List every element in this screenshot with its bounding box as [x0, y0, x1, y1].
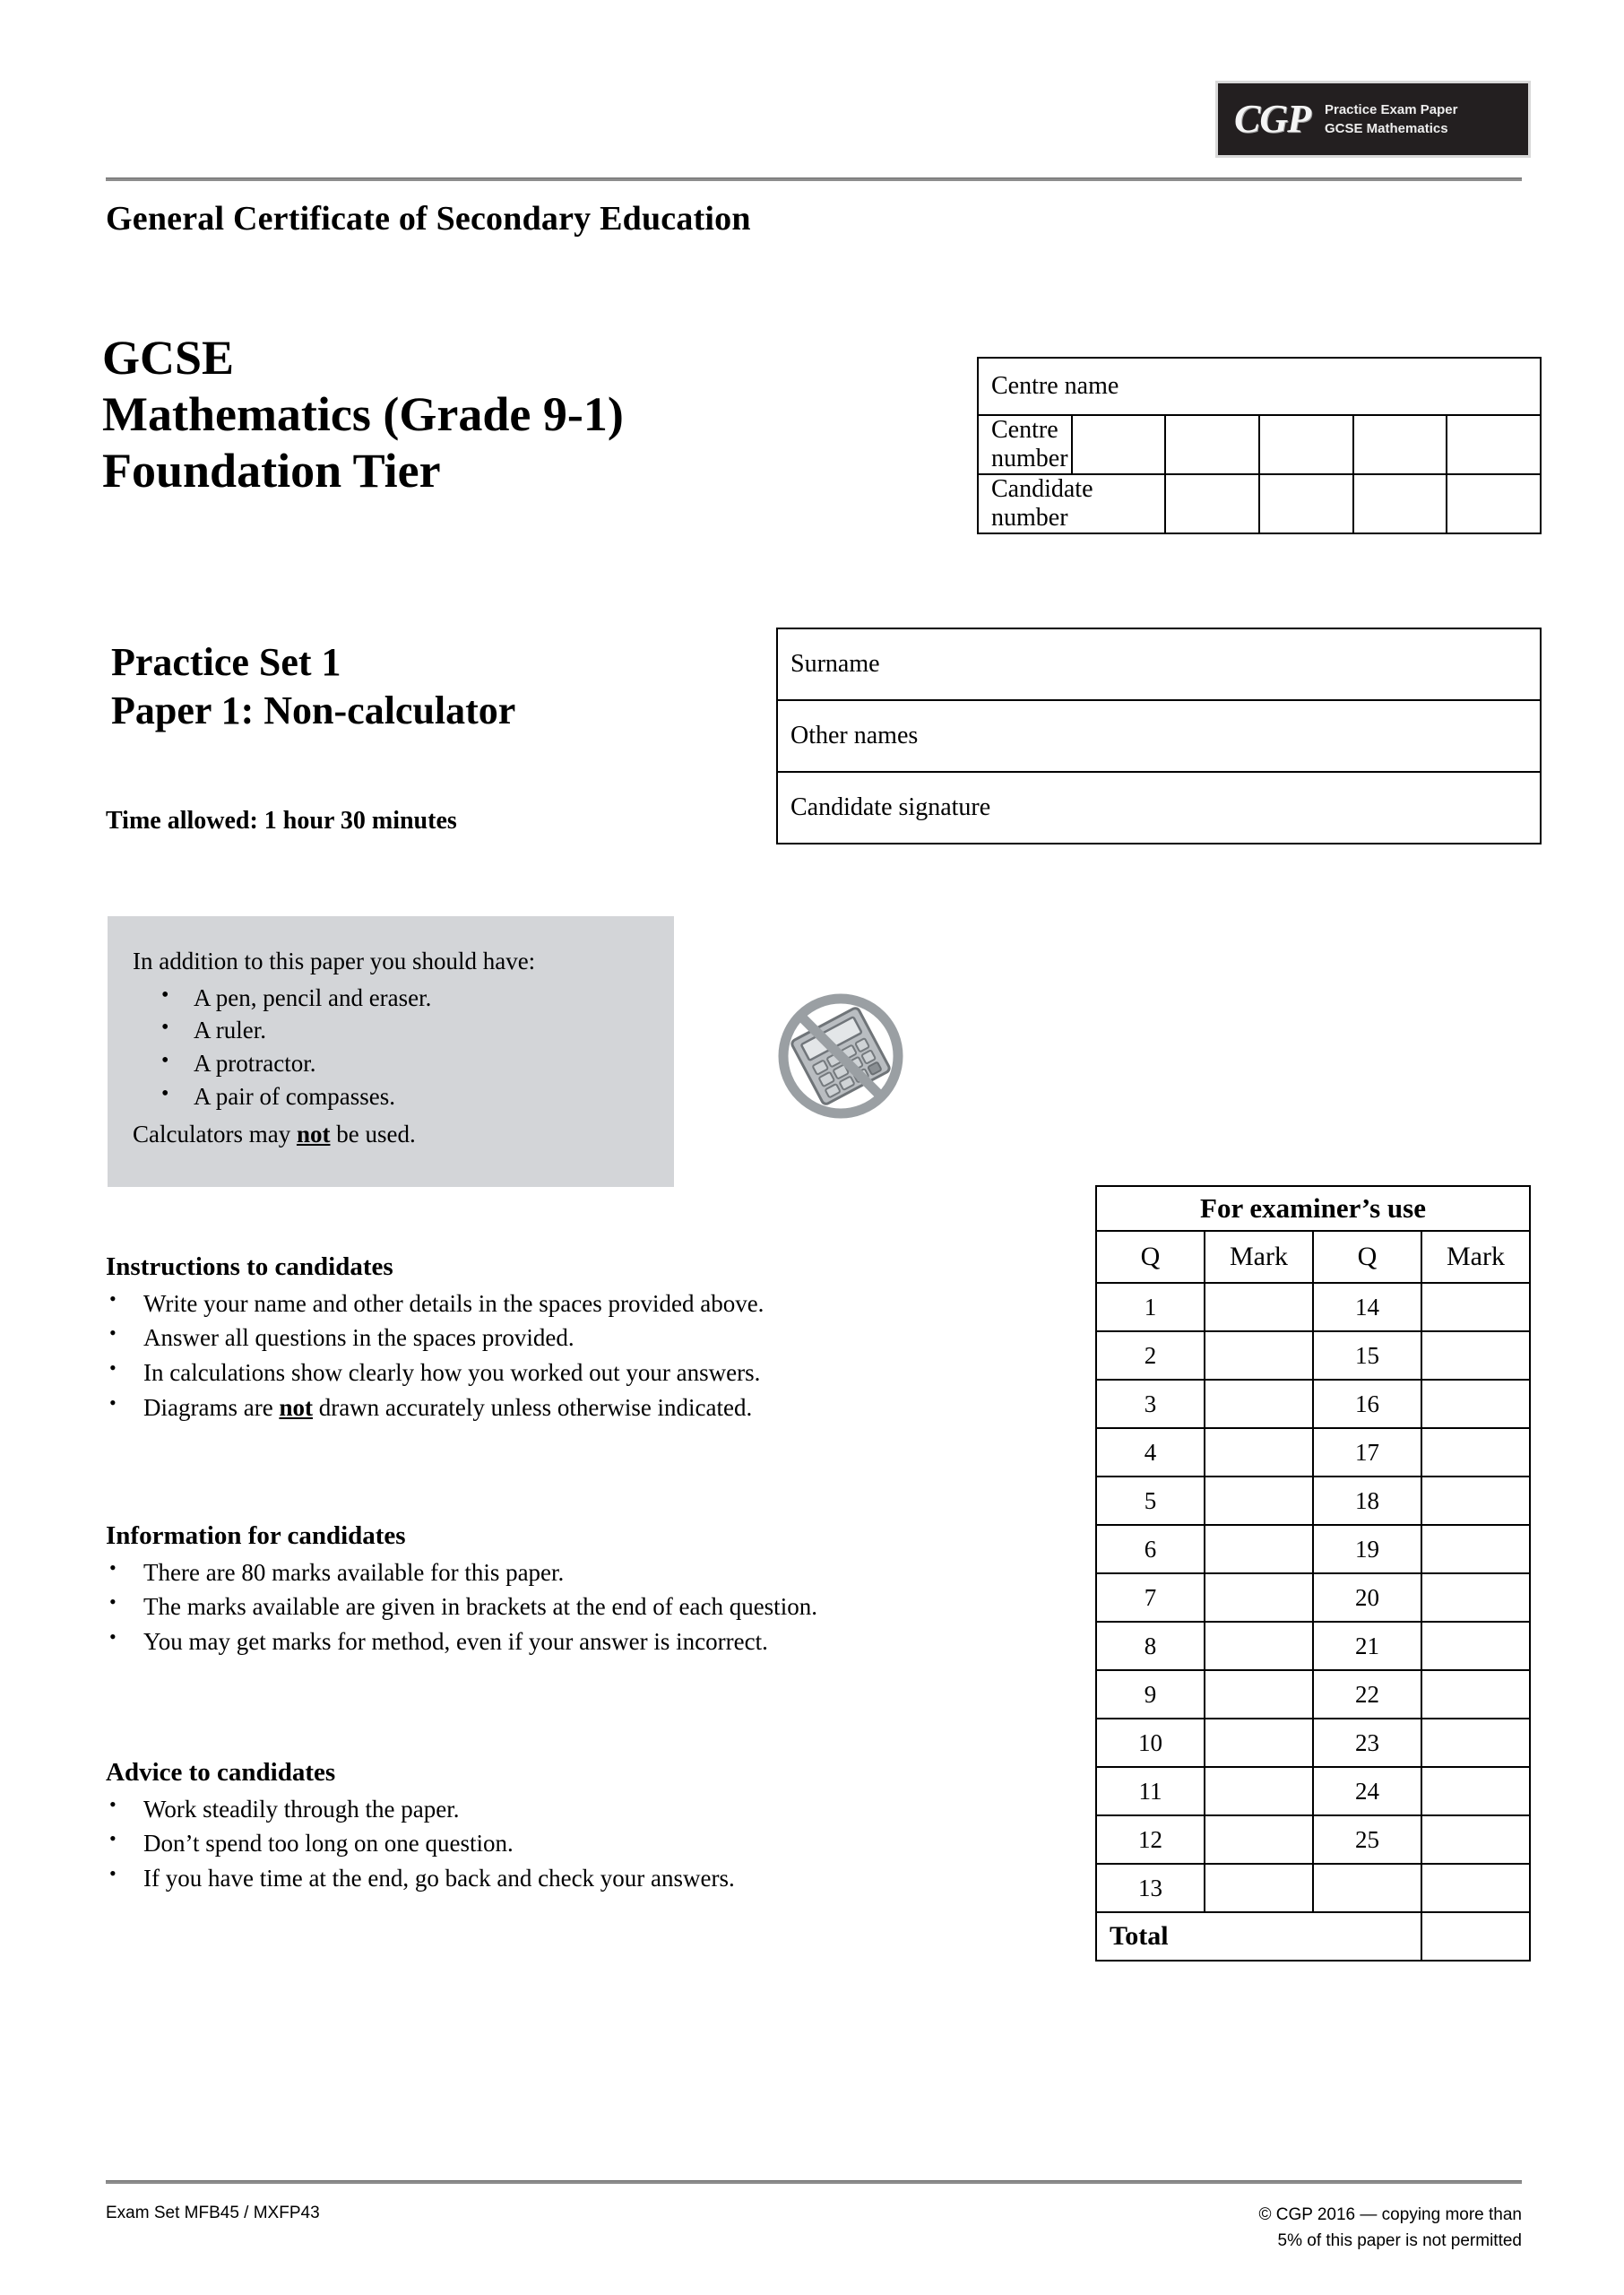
- table-row: [1096, 1525, 1530, 1573]
- table-row: [1096, 1815, 1530, 1864]
- examiner-table-title: For examiner’s use: [1096, 1186, 1530, 1231]
- centre-name-label[interactable]: Centre name: [978, 358, 1541, 415]
- mark-cell-right[interactable]: [1421, 1622, 1530, 1670]
- q-number-right: [1313, 1864, 1421, 1912]
- centre-details-table: [977, 357, 1542, 534]
- centre-number-cell[interactable]: [1072, 415, 1166, 474]
- q-number-right: 23: [1313, 1719, 1421, 1767]
- q-number-right: 25: [1313, 1815, 1421, 1864]
- candidate-number-cell[interactable]: [1259, 474, 1353, 533]
- instructions-item-emphasis: not: [279, 1393, 313, 1421]
- advice-item: • If you have time at the end, go back and check your answers.: [106, 1861, 1038, 1896]
- q-number-right: 21: [1313, 1622, 1421, 1670]
- candidate-number-cell[interactable]: [1447, 474, 1541, 533]
- page-title-line3: Foundation Tier: [102, 444, 441, 498]
- information-heading: Information for candidates: [106, 1521, 406, 1550]
- examiner-table-header-row: [1096, 1231, 1530, 1283]
- cgp-logo-subtitle-line2: GCSE Mathematics: [1325, 121, 1448, 136]
- q-number-left: 8: [1096, 1622, 1205, 1670]
- mark-cell-left[interactable]: [1205, 1477, 1313, 1525]
- instructions-section: [106, 1251, 1038, 1425]
- table-row: [1096, 1864, 1530, 1912]
- total-label: Total: [1096, 1912, 1421, 1961]
- examiner-table-body: [1096, 1186, 1530, 1961]
- cgp-logo-subtitle-line1: Practice Exam Paper: [1325, 101, 1458, 117]
- q-number-right: 15: [1313, 1331, 1421, 1380]
- q-number-left: 12: [1096, 1815, 1205, 1864]
- surname-field[interactable]: Surname: [777, 628, 1541, 700]
- centre-number-cell[interactable]: [1353, 415, 1447, 474]
- materials-item: • A pen, pencil and eraser.: [160, 982, 674, 1015]
- instructions-list: [106, 1286, 1038, 1425]
- mark-cell-left[interactable]: [1205, 1428, 1313, 1477]
- page-title-line2: Mathematics (Grade 9-1): [102, 387, 624, 442]
- candidate-signature-row: [777, 772, 1541, 844]
- mark-cell-right[interactable]: [1421, 1525, 1530, 1573]
- centre-number-row: [978, 415, 1541, 474]
- mark-cell-right[interactable]: [1421, 1767, 1530, 1815]
- calculator-restriction-before: Calculators may: [133, 1120, 297, 1148]
- q-number-left: 6: [1096, 1525, 1205, 1573]
- q-number-right: 14: [1313, 1283, 1421, 1331]
- table-row: [1096, 1719, 1530, 1767]
- mark-cell-left[interactable]: [1205, 1525, 1313, 1573]
- column-header-q-right: Q: [1313, 1231, 1421, 1283]
- no-calculator-icon: [769, 984, 912, 1128]
- instructions-item-before: Diagrams are: [143, 1393, 280, 1421]
- other-names-row: [777, 700, 1541, 772]
- mark-cell-right[interactable]: [1421, 1331, 1530, 1380]
- q-number-left: 2: [1096, 1331, 1205, 1380]
- candidate-number-row: [978, 474, 1541, 533]
- centre-number-cell[interactable]: [1259, 415, 1353, 474]
- candidate-number-cell[interactable]: [1165, 474, 1259, 533]
- candidate-number-label: Candidate number: [978, 474, 1165, 533]
- header-divider: [106, 178, 1522, 181]
- page-title-line1: GCSE: [102, 331, 235, 385]
- q-number-left: 10: [1096, 1719, 1205, 1767]
- advice-heading: Advice to candidates: [106, 1758, 336, 1787]
- instructions-heading: Instructions to candidates: [106, 1252, 393, 1281]
- mark-cell-left[interactable]: [1205, 1283, 1313, 1331]
- mark-cell-right[interactable]: [1421, 1380, 1530, 1428]
- qualification-heading: General Certificate of Secondary Education: [106, 200, 751, 238]
- q-number-left: 9: [1096, 1670, 1205, 1719]
- advice-item: • Work steadily through the paper.: [106, 1792, 1038, 1827]
- mark-cell-right[interactable]: [1421, 1477, 1530, 1525]
- surname-row: [777, 628, 1541, 700]
- q-number-right: 16: [1313, 1380, 1421, 1428]
- advice-item: • Don’t spend too long on one question.: [106, 1826, 1038, 1861]
- examiner-table-total-row: [1096, 1912, 1530, 1961]
- mark-cell-left[interactable]: [1205, 1380, 1313, 1428]
- examiner-marks-table: [1095, 1185, 1531, 1962]
- q-number-left: 1: [1096, 1283, 1205, 1331]
- mark-cell-left[interactable]: [1205, 1573, 1313, 1622]
- information-item: • You may get marks for method, even if your answer is incorrect.: [106, 1624, 1038, 1659]
- mark-cell-right[interactable]: [1421, 1573, 1530, 1622]
- information-list: [106, 1555, 1038, 1659]
- mark-cell-left[interactable]: [1205, 1719, 1313, 1767]
- footer-divider: [106, 2180, 1522, 2184]
- paper-subtitle-line1: Practice Set 1: [111, 640, 341, 684]
- advice-list: [106, 1792, 1038, 1896]
- information-item: • There are 80 marks available for this paper.: [106, 1555, 1038, 1590]
- instructions-item-after: drawn accurately unless otherwise indicated.: [312, 1393, 753, 1421]
- table-row: [1096, 1428, 1530, 1477]
- instructions-item: • Answer all questions in the spaces provided.: [106, 1321, 1038, 1355]
- exam-set-code: Exam Set MFB45 / MXFP43: [106, 2204, 320, 2222]
- q-number-right: 18: [1313, 1477, 1421, 1525]
- cgp-wordmark: CGP: [1234, 97, 1310, 141]
- mark-cell-left[interactable]: [1205, 1670, 1313, 1719]
- table-row: [1096, 1477, 1530, 1525]
- candidate-signature-field[interactable]: Candidate signature: [777, 772, 1541, 844]
- candidate-details-table: [776, 628, 1542, 844]
- q-number-left: 3: [1096, 1380, 1205, 1428]
- table-row: [1096, 1573, 1530, 1622]
- q-number-right: 17: [1313, 1428, 1421, 1477]
- examiner-table-title-row: [1096, 1186, 1530, 1231]
- cgp-logo-subtitle: [1325, 100, 1457, 139]
- centre-number-label: Centre number: [978, 415, 1072, 474]
- instructions-item: [106, 1390, 1038, 1425]
- mark-cell-right[interactable]: [1421, 1283, 1530, 1331]
- materials-box: [108, 916, 674, 1187]
- mark-cell-left[interactable]: [1205, 1864, 1313, 1912]
- mark-cell-right[interactable]: [1421, 1670, 1530, 1719]
- q-number-right: 22: [1313, 1670, 1421, 1719]
- mark-cell-right[interactable]: [1421, 1428, 1530, 1477]
- calculator-restriction: [133, 1122, 674, 1148]
- calculator-restriction-emphasis: not: [296, 1120, 331, 1148]
- table-row: [1096, 1622, 1530, 1670]
- q-number-right: 19: [1313, 1525, 1421, 1573]
- column-header-mark-left: Mark: [1205, 1231, 1313, 1283]
- copyright-line1: © CGP 2016 — copying more than: [1258, 2205, 1522, 2224]
- advice-section: [106, 1757, 1038, 1896]
- mark-cell-left[interactable]: [1205, 1815, 1313, 1864]
- q-number-left: 5: [1096, 1477, 1205, 1525]
- materials-item: • A ruler.: [160, 1014, 674, 1047]
- mark-cell-right[interactable]: [1421, 1719, 1530, 1767]
- candidate-number-cell[interactable]: [1353, 474, 1447, 533]
- calculator-restriction-after: be used.: [330, 1120, 416, 1148]
- q-number-left: 11: [1096, 1767, 1205, 1815]
- mark-cell-left[interactable]: [1205, 1622, 1313, 1670]
- table-row: [1096, 1331, 1530, 1380]
- materials-item: • A protractor.: [160, 1047, 674, 1080]
- time-allowed: Time allowed: 1 hour 30 minutes: [106, 807, 457, 835]
- mark-cell-left[interactable]: [1205, 1767, 1313, 1815]
- materials-list: [133, 982, 674, 1113]
- information-section: [106, 1520, 1038, 1659]
- instructions-item: • In calculations show clearly how you worked out your answers.: [106, 1355, 1038, 1390]
- mark-cell-right[interactable]: [1421, 1864, 1530, 1912]
- table-row: [1096, 1380, 1530, 1428]
- page-title: [102, 330, 624, 500]
- q-number-left: 13: [1096, 1864, 1205, 1912]
- copyright-notice: [1258, 2202, 1522, 2255]
- q-number-right: 20: [1313, 1573, 1421, 1622]
- q-number-left: 4: [1096, 1428, 1205, 1477]
- table-row: [1096, 1670, 1530, 1719]
- mark-cell-left[interactable]: [1205, 1331, 1313, 1380]
- column-header-mark-right: Mark: [1421, 1231, 1530, 1283]
- total-mark-cell[interactable]: [1421, 1912, 1530, 1961]
- centre-number-cell[interactable]: [1165, 415, 1259, 474]
- paper-subtitle-line2: Paper 1: Non-calculator: [111, 688, 516, 733]
- instructions-item: • Write your name and other details in the spaces provided above.: [106, 1286, 1038, 1321]
- q-number-right: 24: [1313, 1767, 1421, 1815]
- paper-subtitle: [111, 638, 515, 735]
- mark-cell-right[interactable]: [1421, 1815, 1530, 1864]
- table-row: [1096, 1283, 1530, 1331]
- materials-lead: In addition to this paper you should have:: [133, 948, 536, 974]
- cgp-logo: [1215, 81, 1531, 158]
- materials-item: • A pair of compasses.: [160, 1080, 674, 1113]
- information-item: • The marks available are given in brackets at the end of each question.: [106, 1589, 1038, 1624]
- table-row: [1096, 1767, 1530, 1815]
- column-header-q-left: Q: [1096, 1231, 1205, 1283]
- q-number-left: 7: [1096, 1573, 1205, 1622]
- centre-name-row: [978, 358, 1541, 415]
- other-names-field[interactable]: Other names: [777, 700, 1541, 772]
- centre-number-cell[interactable]: [1447, 415, 1541, 474]
- copyright-line2: 5% of this paper is not permitted: [1277, 2231, 1522, 2251]
